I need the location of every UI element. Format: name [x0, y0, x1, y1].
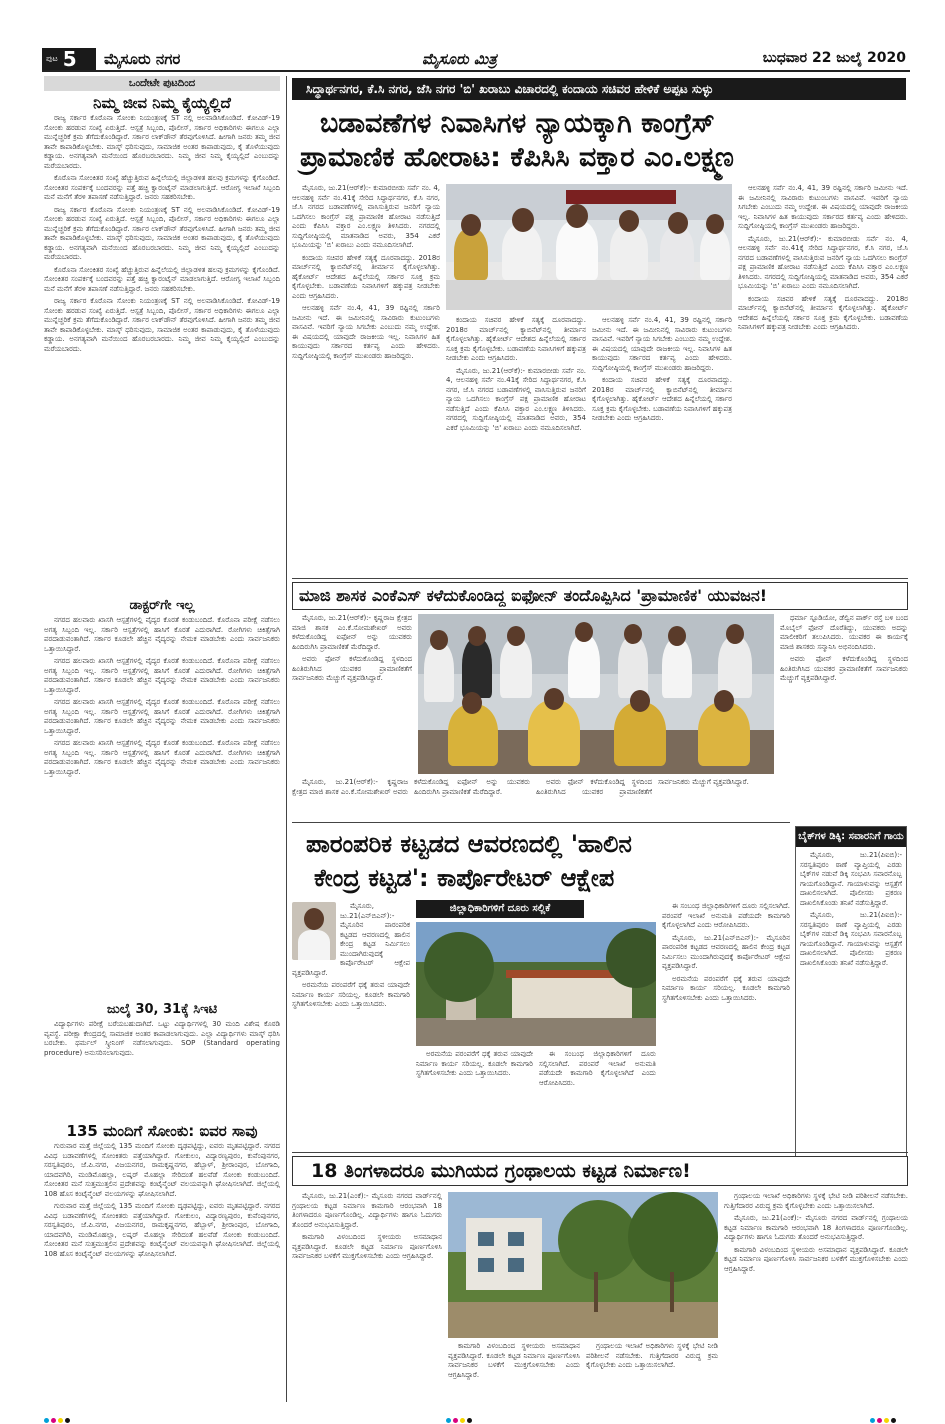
- issue-date: ಬುಧವಾರ 22 ಜುಲೈ 2020: [762, 50, 906, 66]
- registration-marks-center: [446, 1408, 474, 1416]
- heritage-body-mid: [416, 1050, 656, 1148]
- complaint-strip: ಜಿಲ್ಲಾಧಿಕಾರಿಗಳಿಗೆ ದೂರು ಸಲ್ಲಿಕೆ: [416, 900, 584, 918]
- section-title: ಮೈಸೂರು ನಗರ: [104, 50, 181, 68]
- left-para-3c: ನಗರದ ಹಲವಾರು ಖಾಸಗಿ ಆಸ್ಪತ್ರೆಗಳಲ್ಲಿ ವೈದ್ಯರ ಕೊರತೆ ಕಂಡುಬಂದಿದೆ. ಕೊರೊನಾ ಪರೀಕ್ಷೆ ನಡೆಸಲು ಅಗತ್ಯ ಸಿಬ್ಬಂದಿ ಇಲ್ಲ. ಸರ್ಕಾರಿ ಆಸ್ಪತ್ರೆಗಳಲ್ಲಿ ಹಾಸಿಗೆ ಕೊರತೆ ಎದುರಾಗಿದೆ. ರೋಗಿಗಳು ಚಿಕಿತ್ಸೆಗಾಗಿ ಪರದಾಡುವಂತಾಗಿದೆ. ಸರ್ಕಾರ ಕೂಡಲೇ ಹೆಚ್ಚಿನ ವೈದ್ಯರನ್ನು ನೇಮಕ ಮಾಡಬೇಕು ಎಂದು ಸಾರ್ವಜನಿಕರು ಒತ್ತಾಯಿಸಿದ್ದಾರೆ.: [44, 698, 280, 735]
- accident-para-b: ಮೈಸೂರು, ಜು.21(ಪಿಐಬಿ):- ಸರಸ್ವತಿಪುರಂ ಠಾಣೆ ವ್ಯಾಪ್ತಿಯಲ್ಲಿ ಎರಡು ಬೈಕ್‌ಗಳ ನಡುವೆ ಡಿಕ್ಕಿ ಸಂಭವಿಸಿ ಸವಾರನೊಬ್ಬ ಗಾಯಗೊಂಡಿದ್ದಾನೆ. ಗಾಯಾಳುವನ್ನು ಆಸ್ಪತ್ರೆಗೆ ದಾಖಲಿಸಲಾಗಿದೆ. ಪೊಲೀಸರು ಪ್ರಕರಣ ದಾಖಲಿಸಿಕೊಂಡು ತನಿಖೆ ನಡೆಸುತ್ತಿದ್ದಾರೆ.: [800, 911, 902, 967]
- iphone-body-left: [292, 614, 412, 774]
- left-para-1c: ರಾಜ್ಯ ಸರ್ಕಾರ ಕೊರೊನಾ ಸೋಂಕು ನಿಯಂತ್ರಣಕ್ಕೆ ST ನಲ್ಲಿ ಅಲವಾಡಿಸಿಕೊಂಡಿದೆ. ಕೋವಿಡ್-19 ಸೋಂಕು ಹರಡುವ ಸಂಖ್ಯೆ ಏರುತ್ತಿದೆ. ಆಸ್ಪತ್ರೆ ಸಿಬ್ಬಂದಿ, ಪೊಲೀಸ್, ಸರ್ಕಾರ ಅಧಿಕಾರಿಗಳು ಈಗಲೂ ಎಲ್ಲಾ ಮುನ್ನೆಚ್ಚರಿಕೆ ಕ್ರಮ ತೆಗೆದುಕೊಂಡಿದ್ದಾರೆ. ಸರ್ಕಾರ ಲಾಕ್‌ಡೌನ್ ತೆರವುಗೊಳಿಸಿದೆ. ಹೀಗಾಗಿ ಜನರು ತಮ್ಮ ಜೀವ ತಾವೇ ಕಾಪಾಡಿಕೊಳ್ಳಬೇಕು. ಮಾಸ್ಕ್ ಧರಿಸುವುದು, ಸಾಮಾಜಿಕ ಅಂತರ ಕಾಪಾಡುವುದು, ಕೈ ತೊಳೆಯುವುದು ಕಡ್ಡಾಯ. ಅನಗತ್ಯವಾಗಿ ಮನೆಯಿಂದ ಹೊರಬರಬಾರದು. ನಿಮ್ಮ ಜೀವ ನಿಮ್ಮ ಕೈಯ್ಯಲ್ಲಿದೆ ಎಂಬುದನ್ನು ಮರೆಯಬಾರದು.: [44, 297, 280, 353]
- left-para-3: ನಗರದ ಹಲವಾರು ಖಾಸಗಿ ಆಸ್ಪತ್ರೆಗಳಲ್ಲಿ ವೈದ್ಯರ ಕೊರತೆ ಕಂಡುಬಂದಿದೆ. ಕೊರೊನಾ ಪರೀಕ್ಷೆ ನಡೆಸಲು ಅಗತ್ಯ ಸಿಬ್ಬಂದಿ ಇಲ್ಲ. ಸರ್ಕಾರಿ ಆಸ್ಪತ್ರೆಗಳಲ್ಲಿ ಹಾಸಿಗೆ ಕೊರತೆ ಎದುರಾಗಿದೆ. ರೋಗಿಗಳು ಚಿಕಿತ್ಸೆಗಾಗಿ ಪರದಾಡುವಂತಾಗಿದೆ. ಸರ್ಕಾರ ಕೂಡಲೇ ಹೆಚ್ಚಿನ ವೈದ್ಯರನ್ನು ನೇಮಕ ಮಾಡಬೇಕು ಎಂದು ಸಾರ್ವಜನಿಕರು ಒತ್ತಾಯಿಸಿದ್ದಾರೆ.: [44, 616, 280, 653]
- paper-name: ಮೈಸೂರು ಮಿತ್ರ: [422, 50, 497, 68]
- divider-1: [292, 578, 908, 579]
- left-para-1: ರಾಜ್ಯ ಸರ್ಕಾರ ಕೊರೊನಾ ಸೋಂಕು ನಿಯಂತ್ರಣಕ್ಕೆ ST ನಲ್ಲಿ ಅಲವಾಡಿಸಿಕೊಂಡಿದೆ. ಕೋವಿಡ್-19 ಸೋಂಕು ಹರಡುವ ಸಂಖ್ಯೆ ಏರುತ್ತಿದೆ. ಆಸ್ಪತ್ರೆ ಸಿಬ್ಬಂದಿ, ಪೊಲೀಸ್, ಸರ್ಕಾರ ಅಧಿಕಾರಿಗಳು ಈಗಲೂ ಎಲ್ಲಾ ಮುನ್ನೆಚ್ಚರಿಕೆ ಕ್ರಮ ತೆಗೆದುಕೊಂಡಿದ್ದಾರೆ. ಸರ್ಕಾರ ಲಾಕ್‌ಡೌನ್ ತೆರವುಗೊಳಿಸಿದೆ. ಹೀಗಾಗಿ ಜನರು ತಮ್ಮ ಜೀವ ತಾವೇ ಕಾಪಾಡಿಕೊಳ್ಳಬೇಕು. ಮಾಸ್ಕ್ ಧರಿಸುವುದು, ಸಾಮಾಜಿಕ ಅಂತರ ಕಾಪಾಡುವುದು, ಕೈ ತೊಳೆಯುವುದು ಕಡ್ಡಾಯ. ಅನಗತ್ಯವಾಗಿ ಮನೆಯಿಂದ ಹೊರಬರಬಾರದು. ನಿಮ್ಮ ಜೀವ ನಿಮ್ಮ ಕೈಯ್ಯಲ್ಲಿದೆ ಎಂಬುದನ್ನು ಮರೆಯಬಾರದು.: [44, 114, 280, 170]
- top-para-left-c: ಆಲನಹಳ್ಳಿ ಸರ್ವೆ ನಂ.4, 41, 39 ರಷ್ಟಿನಲ್ಲಿ ಸರ್ಕಾರಿ ಜಮೀನು ಇದೆ. ಈ ಜಮೀನಿನಲ್ಲಿ ಸಾವಿರಾರು ಕುಟುಂಬಗಳು ವಾಸವಿವೆ. ಇವರಿಗೆ ನ್ಯಾಯ ಸಿಗಬೇಕು ಎಂಬುದು ನಮ್ಮ ಉದ್ದೇಶ. ಈ ವಿಷಯದಲ್ಲಿ ಯಾವುದೇ ರಾಜಕೀಯ ಇಲ್ಲ. ನಿವಾಸಿಗಳ ಹಿತ ಕಾಯುವುದು ಸರ್ಕಾರದ ಕರ್ತವ್ಯ ಎಂದು ಹೇಳಿದರು. ಸುದ್ದಿಗೋಷ್ಠಿಯಲ್ಲಿ ಕಾಂಗ್ರೆಸ್ ಮುಖಂಡರು ಹಾಜರಿದ್ದರು.: [292, 304, 440, 360]
- heritage-headline-line1: ಪಾರಂಪರಿಕ ಕಟ್ಟಡದ ಆವರಣದಲ್ಲಿ 'ಹಾಲಿನ: [306, 830, 632, 858]
- top-para-mid-a: ಕಂದಾಯ ಸಚಿವರ ಹೇಳಿಕೆ ಸತ್ಯಕ್ಕೆ ದೂರವಾದದ್ದು. 2018ರ ಮಾರ್ಚ್‌ನಲ್ಲಿ ಕ್ಯಾಬಿನೆಟ್‌ನಲ್ಲಿ ತೀರ್ಮಾನ ಕೈಗೊಳ್ಳಲಾಗಿತ್ತು. ಹೈಕೋರ್ಟ್ ಆದೇಶದ ಹಿನ್ನೆಲೆಯಲ್ಲಿ ಸರ್ಕಾರ ಸೂಕ್ತ ಕ್ರಮ ಕೈಗೊಳ್ಳಬೇಕು. ಬಡಾವಣೆಯ ನಿವಾಸಿಗಳಿಗೆ ಹಕ್ಕುಪತ್ರ ನೀಡಬೇಕು ಎಂದು ಆಗ್ರಹಿಸಿದರು.: [446, 316, 586, 362]
- heritage-para-right: ಈ ಸಂಬಂಧ ಜಿಲ್ಲಾಧಿಕಾರಿಗಳಿಗೆ ದೂರು ಸಲ್ಲಿಸಲಾಗಿದೆ. ಪರಂಪರೆ ಇಲಾಖೆ ಅನುಮತಿ ಪಡೆಯದೇ ಕಾಮಗಾರಿ ಕೈಗೊಳ್ಳಲಾಗಿದೆ ಎಂದು ಆರೋಪಿಸಿದರು.: [662, 902, 790, 929]
- top-headline-line1: ಬಡಾವಣೆಗಳ ನಿವಾಸಿಗಳ ನ್ಯಾಯಕ್ಕಾಗಿ ಕಾಂಗ್ರೆಸ್: [320, 108, 715, 139]
- left-para-4: ವಿದ್ಯಾರ್ಥಿಗಳು ಪರೀಕ್ಷೆ ಬರೆಯಬಹುದಾಗಿದೆ. ಒಟ್ಟು ವಿದ್ಯಾರ್ಥಿಗಳಲ್ಲಿ 30 ಮಂದಿ ವಿಶೇಷ ಕೊಠಡಿ ವ್ಯವಸ್ಥೆ. ಪರೀಕ್ಷಾ ಕೇಂದ್ರದಲ್ಲಿ ಸಾಮಾಜಿಕ ಅಂತರ ಕಾಪಾಡಲಾಗುವುದು. ಎಲ್ಲಾ ವಿದ್ಯಾರ್ಥಿಗಳು ಮಾಸ್ಕ್ ಧರಿಸಿ ಬರಬೇಕು. ಥರ್ಮಲ್ ಸ್ಕ್ರೀನಿಂಗ್ ನಡೆಸಲಾಗುವುದು. SOP (Standard operating procedure) ಅನುಸರಿಸಲಾಗುವುದು.: [44, 1020, 280, 1057]
- accident-box: [795, 826, 907, 1164]
- heritage-building-photo: [416, 922, 656, 1046]
- divider-2: [292, 822, 790, 823]
- library-headline: 18 ತಿಂಗಳಾದರೂ ಮುಗಿಯದ ಗ್ರಂಥಾಲಯ ಕಟ್ಟಡ ನಿರ್ಮಾಣ!: [292, 1156, 908, 1186]
- heritage-body-right: [662, 902, 790, 1148]
- left-para-5: ಗುರುವಾರ ಮತ್ತೆ ಜಿಲ್ಲೆಯಲ್ಲಿ 135 ಮಂದಿಗೆ ಸೋಂಕು ದೃಢಪಟ್ಟಿದ್ದು, ಐವರು ಮೃತಪಟ್ಟಿದ್ದಾರೆ. ನಗರದ ವಿವಿಧ ಬಡಾವಣೆಗಳಲ್ಲಿ ಸೋಂಕಿತರು ಪತ್ತೆಯಾಗಿದ್ದಾರೆ. ಗೋಕುಲಂ, ವಿದ್ಯಾರಣ್ಯಪುರಂ, ಕುವೆಂಪುನಗರ, ಸರಸ್ವತಿಪುರಂ, ಜೆ.ಪಿ.ನಗರ, ವಿಜಯನಗರ, ರಾಮಕೃಷ್ಣನಗರ, ಹೆಬ್ಬಾಳ್, ಶ್ರೀರಾಂಪುರ, ಬೋಗಾದಿ, ಯಾದವಗಿರಿ, ಮಂಡಿಮೊಹಲ್ಲಾ, ಲಷ್ಕರ್ ಮೊಹಲ್ಲಾ ಸೇರಿದಂತೆ ಹಲವೆಡೆ ಸೋಂಕು ಕಂಡುಬಂದಿದೆ. ಸೋಂಕಿತರ ಮನೆ ಸುತ್ತಮುತ್ತಲಿನ ಪ್ರದೇಶವನ್ನು ಕಂಟೈನ್ಮೆಂಟ್ ವಲಯವನ್ನಾಗಿ ಘೋಷಿಸಲಾಗಿದೆ. ಜಿಲ್ಲೆಯಲ್ಲಿ 108 ಹೊಸ ಕಂಟೈನ್ಮೆಂಟ್ ವಲಯಗಳನ್ನು ಘೋಷಿಸಲಾಗಿದೆ.: [44, 1142, 280, 1198]
- press-meet-photo: [446, 184, 732, 310]
- page-number-badge: [42, 48, 96, 70]
- heritage-para-left-b: ಅರಮನೆಯ ಪರಂಪರೆಗೆ ಧಕ್ಕೆ ತರುವ ಯಾವುದೇ ನಿರ್ಮಾಣ ಕಾರ್ಯ ಸರಿಯಲ್ಲ. ಕೂಡಲೇ ಕಾಮಗಾರಿ ಸ್ಥಗಿತಗೊಳಿಸಬೇಕು ಎಂದು ಒತ್ತಾಯಿಸಿದರು.: [292, 981, 410, 1008]
- left-subhead-cet: ಜುಲೈ 30, 31ಕ್ಕೆ ಸಿಇಟಿ: [106, 1002, 218, 1017]
- top-para-right-b: ಮೈಸೂರು, ಜು.21(ಆರ್‌ಕೆ):- ಕುಮಾರಬೀಡು ಸರ್ವೆ ನಂ. 4, ಆಲನಹಳ್ಳಿ ಸರ್ವೆ ನಂ.41ಕ್ಕೆ ಸೇರಿದ ಸಿದ್ಧಾರ್ಥನಗರ, ಕೆ.ಸಿ ನಗರ, ಜೆ.ಸಿ ನಗರದ ಬಡಾವಣೆಗಳಲ್ಲಿ ವಾಸಿಸುತ್ತಿರುವ ಜನರಿಗೆ ನ್ಯಾಯ ಒದಗಿಸಲು ಕಾಂಗ್ರೆಸ್ ಪಕ್ಷ ಪ್ರಾಮಾಣಿಕ ಹೋರಾಟ ನಡೆಸುತ್ತಿದೆ ಎಂದು ಕೆಪಿಸಿಸಿ ವಕ್ತಾರ ಎಂ.ಲಕ್ಷ್ಮಣ ತಿಳಿಸಿದರು. ನಗರದಲ್ಲಿ ಸುದ್ದಿಗೋಷ್ಠಿಯಲ್ಲಿ ಮಾತನಾಡಿದ ಅವರು, 354 ಎಕರೆ ಭೂಮಿಯನ್ನು 'ಬಿ' ಖರಾಬು ಎಂದು ನಮೂದಿಸಲಾಗಿದೆ.: [738, 234, 908, 290]
- library-para-mid: ಕಾಮಗಾರಿ ವಿಳಂಬದಿಂದ ಸ್ಥಳೀಯರು ಅಸಮಾಧಾನ ವ್ಯಕ್ತಪಡಿಸಿದ್ದಾರೆ. ಕೂಡಲೇ ಕಟ್ಟಡ ನಿರ್ಮಾಣ ಪೂರ್ಣಗೊಳಿಸಿ ಸಾರ್ವಜನಿಕರ ಬಳಕೆಗೆ ಮುಕ್ತಗೊಳಿಸಬೇಕು ಎಂದು ಆಗ್ರಹಿಸಿದ್ದಾರೆ.: [448, 1342, 580, 1379]
- heritage-body-left: [292, 902, 410, 1148]
- top-para-mid-b: ಆಲನಹಳ್ಳಿ ಸರ್ವೆ ನಂ.4, 41, 39 ರಷ್ಟಿನಲ್ಲಿ ಸರ್ಕಾರಿ ಜಮೀನು ಇದೆ. ಈ ಜಮೀನಿನಲ್ಲಿ ಸಾವಿರಾರು ಕುಟುಂಬಗಳು ವಾಸವಿವೆ. ಇವರಿಗೆ ನ್ಯಾಯ ಸಿಗಬೇಕು ಎಂಬುದು ನಮ್ಮ ಉದ್ದೇಶ. ಈ ವಿಷಯದಲ್ಲಿ ಯಾವುದೇ ರಾಜಕೀಯ ಇಲ್ಲ. ನಿವಾಸಿಗಳ ಹಿತ ಕಾಯುವುದು ಸರ್ಕಾರದ ಕರ್ತವ್ಯ ಎಂದು ಹೇಳಿದರು. ಸುದ್ದಿಗೋಷ್ಠಿಯಲ್ಲಿ ಕಾಂಗ್ರೆಸ್ ಮುಖಂಡರು ಹಾಜರಿದ್ದರು.: [592, 316, 732, 372]
- left-para-3b: ನಗರದ ಹಲವಾರು ಖಾಸಗಿ ಆಸ್ಪತ್ರೆಗಳಲ್ಲಿ ವೈದ್ಯರ ಕೊರತೆ ಕಂಡುಬಂದಿದೆ. ಕೊರೊನಾ ಪರೀಕ್ಷೆ ನಡೆಸಲು ಅಗತ್ಯ ಸಿಬ್ಬಂದಿ ಇಲ್ಲ. ಸರ್ಕಾರಿ ಆಸ್ಪತ್ರೆಗಳಲ್ಲಿ ಹಾಸಿಗೆ ಕೊರತೆ ಎದುರಾಗಿದೆ. ರೋಗಿಗಳು ಚಿಕಿತ್ಸೆಗಾಗಿ ಪರದಾಡುವಂತಾಗಿದೆ. ಸರ್ಕಾರ ಕೂಡಲೇ ಹೆಚ್ಚಿನ ವೈದ್ಯರನ್ನು ನೇಮಕ ಮಾಡಬೇಕು ಎಂದು ಸಾರ್ವಜನಿಕರು ಒತ್ತಾಯಿಸಿದ್ದಾರೆ.: [44, 657, 280, 694]
- heritage-para-mid-b: ಈ ಸಂಬಂಧ ಜಿಲ್ಲಾಧಿಕಾರಿಗಳಿಗೆ ದೂರು ಸಲ್ಲಿಸಲಾಗಿದೆ. ಪರಂಪರೆ ಇಲಾಖೆ ಅನುಮತಿ ಪಡೆಯದೇ ಕಾಮಗಾರಿ ಕೈಗೊಳ್ಳಲಾಗಿದೆ ಎಂದು ಆರೋಪಿಸಿದರು.: [539, 1050, 656, 1087]
- top-body-mid-b: [592, 316, 732, 574]
- divider-3: [292, 1152, 908, 1153]
- top-para-mid-b2: ಕಂದಾಯ ಸಚಿವರ ಹೇಳಿಕೆ ಸತ್ಯಕ್ಕೆ ದೂರವಾದದ್ದು. 2018ರ ಮಾರ್ಚ್‌ನಲ್ಲಿ ಕ್ಯಾಬಿನೆಟ್‌ನಲ್ಲಿ ತೀರ್ಮಾನ ಕೈಗೊಳ್ಳಲಾಗಿತ್ತು. ಹೈಕೋರ್ಟ್ ಆದೇಶದ ಹಿನ್ನೆಲೆಯಲ್ಲಿ ಸರ್ಕಾರ ಸೂಕ್ತ ಕ್ರಮ ಕೈಗೊಳ್ಳಬೇಕು. ಬಡಾವಣೆಯ ನಿವಾಸಿಗಳಿಗೆ ಹಕ್ಕುಪತ್ರ ನೀಡಬೇಕು ಎಂದು ಆಗ್ರಹಿಸಿದರು.: [592, 376, 732, 422]
- registration-marks-right: [870, 1408, 898, 1416]
- iphone-body-right: [780, 614, 908, 814]
- page-number: 5: [62, 47, 77, 71]
- left-body-1: [44, 114, 280, 588]
- left-body-5: [44, 1142, 280, 1400]
- left-para-1b: ರಾಜ್ಯ ಸರ್ಕಾರ ಕೊರೊನಾ ಸೋಂಕು ನಿಯಂತ್ರಣಕ್ಕೆ ST ನಲ್ಲಿ ಅಲವಾಡಿಸಿಕೊಂಡಿದೆ. ಕೋವಿಡ್-19 ಸೋಂಕು ಹರಡುವ ಸಂಖ್ಯೆ ಏರುತ್ತಿದೆ. ಆಸ್ಪತ್ರೆ ಸಿಬ್ಬಂದಿ, ಪೊಲೀಸ್, ಸರ್ಕಾರ ಅಧಿಕಾರಿಗಳು ಈಗಲೂ ಎಲ್ಲಾ ಮುನ್ನೆಚ್ಚರಿಕೆ ಕ್ರಮ ತೆಗೆದುಕೊಂಡಿದ್ದಾರೆ. ಸರ್ಕಾರ ಲಾಕ್‌ಡೌನ್ ತೆರವುಗೊಳಿಸಿದೆ. ಹೀಗಾಗಿ ಜನರು ತಮ್ಮ ಜೀವ ತಾವೇ ಕಾಪಾಡಿಕೊಳ್ಳಬೇಕು. ಮಾಸ್ಕ್ ಧರಿಸುವುದು, ಸಾಮಾಜಿಕ ಅಂತರ ಕಾಪಾಡುವುದು, ಕೈ ತೊಳೆಯುವುದು ಕಡ್ಡಾಯ. ಅನಗತ್ಯವಾಗಿ ಮನೆಯಿಂದ ಹೊರಬರಬಾರದು. ನಿಮ್ಮ ಜೀವ ನಿಮ್ಮ ಕೈಯ್ಯಲ್ಲಿದೆ ಎಂಬುದನ್ನು ಮರೆಯಬಾರದು.: [44, 205, 280, 261]
- library-body-left: [292, 1192, 442, 1398]
- top-body-left: [292, 184, 440, 574]
- library-para-right: ಗ್ರಂಥಾಲಯ ಇಲಾಖೆ ಅಧಿಕಾರಿಗಳು ಸ್ಥಳಕ್ಕೆ ಭೇಟಿ ನೀಡಿ ಪರಿಶೀಲನೆ ನಡೆಸಬೇಕು. ಗುತ್ತಿಗೆದಾರರ ವಿರುದ್ಧ ಕ್ರಮ ಕೈಗೊಳ್ಳಬೇಕು ಎಂದು ಒತ್ತಾಯಿಸಲಾಗಿದೆ.: [724, 1192, 908, 1210]
- left-headline: ನಿಮ್ಮ ಜೀವ ನಿಮ್ಮ ಕೈಯ್ಯಲ್ಲಿದೆ: [93, 94, 231, 112]
- heritage-para-right-c: ಅರಮನೆಯ ಪರಂಪರೆಗೆ ಧಕ್ಕೆ ತರುವ ಯಾವುದೇ ನಿರ್ಮಾಣ ಕಾರ್ಯ ಸರಿಯಲ್ಲ. ಕೂಡಲೇ ಕಾಮಗಾರಿ ಸ್ಥಗಿತಗೊಳಿಸಬೇಕು ಎಂದು ಒತ್ತಾಯಿಸಿದರು.: [662, 974, 790, 1002]
- library-para-left-b: ಕಾಮಗಾರಿ ವಿಳಂಬದಿಂದ ಸ್ಥಳೀಯರು ಅಸಮಾಧಾನ ವ್ಯಕ್ತಪಡಿಸಿದ್ದಾರೆ. ಕೂಡಲೇ ಕಟ್ಟಡ ನಿರ್ಮಾಣ ಪೂರ್ಣಗೊಳಿಸಿ ಸಾರ್ವಜನಿಕರ ಬಳಕೆಗೆ ಮುಕ್ತಗೊಳಿಸಬೇಕು ಎಂದು ಆಗ್ರಹಿಸಿದ್ದಾರೆ.: [292, 1233, 442, 1260]
- left-para-2: ಕೊರೊನಾ ಸೋಂಕಿತರ ಸಂಖ್ಯೆ ಹೆಚ್ಚುತ್ತಿರುವ ಹಿನ್ನೆಲೆಯಲ್ಲಿ ಜಿಲ್ಲಾಡಳಿತ ಹಲವು ಕ್ರಮಗಳನ್ನು ಕೈಗೊಂಡಿದೆ. ಸೋಂಕಿತರ ಸಂಪರ್ಕಕ್ಕೆ ಬಂದವರನ್ನು ಪತ್ತೆ ಹಚ್ಚಿ ಕ್ವಾರಂಟೈನ್ ಮಾಡಲಾಗುತ್ತಿದೆ. ಆರೋಗ್ಯ ಇಲಾಖೆ ಸಿಬ್ಬಂದಿ ಮನೆ ಮನೆಗೆ ತೆರಳಿ ತಪಾಸಣೆ ನಡೆಸುತ್ತಿದ್ದಾರೆ. ಜನರು ಸಹಕರಿಸಬೇಕು.: [44, 174, 280, 201]
- iphone-headline: ಮಾಜಿ ಶಾಸಕ ಎಂಕೆಎಸ್ ಕಳೆದುಕೊಂಡಿದ್ದ ಐಫೋನ್ ತಂದೊಪ್ಪಿಸಿದ 'ಪ್ರಾಮಾಣಿಕ' ಯುವಜನ!: [292, 582, 908, 610]
- top-para-left: ಮೈಸೂರು, ಜು.21(ಆರ್‌ಕೆ):- ಕುಮಾರಬೀಡು ಸರ್ವೆ ನಂ. 4, ಆಲನಹಳ್ಳಿ ಸರ್ವೆ ನಂ.41ಕ್ಕೆ ಸೇರಿದ ಸಿದ್ಧಾರ್ಥನಗರ, ಕೆ.ಸಿ ನಗರ, ಜೆ.ಸಿ ನಗರದ ಬಡಾವಣೆಗಳಲ್ಲಿ ವಾಸಿಸುತ್ತಿರುವ ಜನರಿಗೆ ನ್ಯಾಯ ಒದಗಿಸಲು ಕಾಂಗ್ರೆಸ್ ಪಕ್ಷ ಪ್ರಾಮಾಣಿಕ ಹೋರಾಟ ನಡೆಸುತ್ತಿದೆ ಎಂದು ಕೆಪಿಸಿಸಿ ವಕ್ತಾರ ಎಂ.ಲಕ್ಷ್ಮಣ ತಿಳಿಸಿದರು. ನಗರದಲ್ಲಿ ಸುದ್ದಿಗೋಷ್ಠಿಯಲ್ಲಿ ಮಾತನಾಡಿದ ಅವರು, 354 ಎಕರೆ ಭೂಮಿಯನ್ನು 'ಬಿ' ಖರಾಬು ಎಂದು ನಮೂದಿಸಲಾಗಿದೆ.: [292, 184, 440, 249]
- heritage-headline-line2: ಕೇಂದ್ರ ಕಟ್ಟಡ': ಕಾರ್ಪೊರೇಟರ್ ಆಕ್ಷೇಪ: [314, 864, 615, 892]
- library-para-mid-b: ಗ್ರಂಥಾಲಯ ಇಲಾಖೆ ಅಧಿಕಾರಿಗಳು ಸ್ಥಳಕ್ಕೆ ಭೇಟಿ ನೀಡಿ ಪರಿಶೀಲನೆ ನಡೆಸಬೇಕು. ಗುತ್ತಿಗೆದಾರರ ವಿರುದ್ಧ ಕ್ರಮ ಕೈಗೊಳ್ಳಬೇಕು ಎಂದು ಒತ್ತಾಯಿಸಲಾಗಿದೆ.: [586, 1342, 718, 1369]
- corporator-portrait: [292, 902, 336, 960]
- left-body-4: [44, 1020, 280, 1116]
- heritage-para-mid: ಅರಮನೆಯ ಪರಂಪರೆಗೆ ಧಕ್ಕೆ ತರುವ ಯಾವುದೇ ನಿರ್ಮಾಣ ಕಾರ್ಯ ಸರಿಯಲ್ಲ. ಕೂಡಲೇ ಕಾಮಗಾರಿ ಸ್ಥಗಿತಗೊಳಿಸಬೇಕು ಎಂದು ಒತ್ತಾಯಿಸಿದರು.: [416, 1050, 533, 1077]
- library-para-left: ಮೈಸೂರು, ಜು.21(ಎಂಕೆ):- ಮೈಸೂರು ನಗರದ ವಾರ್ಡ್‌ನಲ್ಲಿ ಗ್ರಂಥಾಲಯ ಕಟ್ಟಡ ನಿರ್ಮಾಣ ಕಾಮಗಾರಿ ಆರಂಭವಾಗಿ 18 ತಿಂಗಳಾದರೂ ಪೂರ್ಣಗೊಂಡಿಲ್ಲ. ವಿದ್ಯಾರ್ಥಿಗಳು ಹಾಗೂ ಓದುಗರು ತೊಂದರೆ ಅನುಭವಿಸುತ್ತಿದ್ದಾರೆ.: [292, 1192, 442, 1229]
- iphone-para-bottom-b: ಅವರು ಫೋನ್ ಕಳೆದುಕೊಂಡಿದ್ದ ಸ್ಥಳದಿಂದ ಹಿಂತಿರುಗಿಸಿದ ಯುವಕರ ಪ್ರಾಮಾಣಿಕತೆಗೆ ಸಾರ್ವಜನಿಕರು ಮೆಚ್ಚುಗೆ ವ್ಯಕ್ತಪಡಿಸಿದ್ದಾರೆ.: [536, 778, 749, 796]
- library-para-right-c: ಕಾಮಗಾರಿ ವಿಳಂಬದಿಂದ ಸ್ಥಳೀಯರು ಅಸಮಾಧಾನ ವ್ಯಕ್ತಪಡಿಸಿದ್ದಾರೆ. ಕೂಡಲೇ ಕಟ್ಟಡ ನಿರ್ಮಾಣ ಪೂರ್ಣಗೊಳಿಸಿ ಸಾರ್ವಜನಿಕರ ಬಳಕೆಗೆ ಮುಕ್ತಗೊಳಿಸಬೇಕು ಎಂದು ಆಗ್ರಹಿಸಿದ್ದಾರೆ.: [724, 1245, 908, 1273]
- left-body-3: [44, 616, 280, 992]
- top-para-right-c: ಕಂದಾಯ ಸಚಿವರ ಹೇಳಿಕೆ ಸತ್ಯಕ್ಕೆ ದೂರವಾದದ್ದು. 2018ರ ಮಾರ್ಚ್‌ನಲ್ಲಿ ಕ್ಯಾಬಿನೆಟ್‌ನಲ್ಲಿ ತೀರ್ಮಾನ ಕೈಗೊಳ್ಳಲಾಗಿತ್ತು. ಹೈಕೋರ್ಟ್ ಆದೇಶದ ಹಿನ್ನೆಲೆಯಲ್ಲಿ ಸರ್ಕಾರ ಸೂಕ್ತ ಕ್ರಮ ಕೈಗೊಳ್ಳಬೇಕು. ಬಡಾವಣೆಯ ನಿವಾಸಿಗಳಿಗೆ ಹಕ್ಕುಪತ್ರ ನೀಡಬೇಕು ಎಂದು ಆಗ್ರಹಿಸಿದರು.: [738, 294, 908, 331]
- page-word: ಪುಟ: [46, 54, 58, 63]
- left-para-5b: ಗುರುವಾರ ಮತ್ತೆ ಜಿಲ್ಲೆಯಲ್ಲಿ 135 ಮಂದಿಗೆ ಸೋಂಕು ದೃಢಪಟ್ಟಿದ್ದು, ಐವರು ಮೃತಪಟ್ಟಿದ್ದಾರೆ. ನಗರದ ವಿವಿಧ ಬಡಾವಣೆಗಳಲ್ಲಿ ಸೋಂಕಿತರು ಪತ್ತೆಯಾಗಿದ್ದಾರೆ. ಗೋಕುಲಂ, ವಿದ್ಯಾರಣ್ಯಪುರಂ, ಕುವೆಂಪುನಗರ, ಸರಸ್ವತಿಪುರಂ, ಜೆ.ಪಿ.ನಗರ, ವಿಜಯನಗರ, ರಾಮಕೃಷ್ಣನಗರ, ಹೆಬ್ಬಾಳ್, ಶ್ರೀರಾಂಪುರ, ಬೋಗಾದಿ, ಯಾದವಗಿರಿ, ಮಂಡಿಮೊಹಲ್ಲಾ, ಲಷ್ಕರ್ ಮೊಹಲ್ಲಾ ಸೇರಿದಂತೆ ಹಲವೆಡೆ ಸೋಂಕು ಕಂಡುಬಂದಿದೆ. ಸೋಂಕಿತರ ಮನೆ ಸುತ್ತಮುತ್ತಲಿನ ಪ್ರದೇಶವನ್ನು ಕಂಟೈನ್ಮೆಂಟ್ ವಲಯವನ್ನಾಗಿ ಘೋಷಿಸಲಾಗಿದೆ. ಜಿಲ್ಲೆಯಲ್ಲಿ 108 ಹೊಸ ಕಂಟೈನ್ಮೆಂಟ್ ವಲಯಗಳನ್ನು ಘೋಷಿಸಲಾಗಿದೆ.: [44, 1202, 280, 1258]
- library-body-right: [724, 1192, 908, 1398]
- iphone-para-left-b: ಅವರು ಫೋನ್ ಕಳೆದುಕೊಂಡಿದ್ದ ಸ್ಥಳದಿಂದ ಹಿಂತಿರುಗಿಸಿದ ಯುವಕರ ಪ್ರಾಮಾಣಿಕತೆಗೆ ಸಾರ್ವಜನಿಕರು ಮೆಚ್ಚುಗೆ ವ್ಯಕ್ತಪಡಿಸಿದ್ದಾರೆ.: [292, 655, 412, 682]
- left-subhead-infections: 135 ಮಂದಿಗೆ ಸೋಂಕು: ಐವರ ಸಾವು: [66, 1122, 258, 1140]
- top-body-right: [738, 184, 908, 574]
- continued-tag: ಒಂದೇಟೇ ಪುಟದಿಂದ: [44, 76, 280, 91]
- heritage-para-left: ಮೈಸೂರು, ಜು.21(ಎನ್‌ಬಿಎನ್):- ಮೈಸೂರಿನ ಪಾರಂಪರಿಕ ಕಟ್ಟಡದ ಆವರಣದಲ್ಲಿ ಹಾಲಿನ ಕೇಂದ್ರ ಕಟ್ಟಡ ನಿರ್ಮಿಸಲು ಮುಂದಾಗಿರುವುದಕ್ಕೆ ಕಾರ್ಪೊರೇಟರ್ ಆಕ್ಷೇಪ ವ್ಯಕ್ತಪಡಿಸಿದ್ದಾರೆ.: [292, 902, 410, 977]
- left-para-3d: ನಗರದ ಹಲವಾರು ಖಾಸಗಿ ಆಸ್ಪತ್ರೆಗಳಲ್ಲಿ ವೈದ್ಯರ ಕೊರತೆ ಕಂಡುಬಂದಿದೆ. ಕೊರೊನಾ ಪರೀಕ್ಷೆ ನಡೆಸಲು ಅಗತ್ಯ ಸಿಬ್ಬಂದಿ ಇಲ್ಲ. ಸರ್ಕಾರಿ ಆಸ್ಪತ್ರೆಗಳಲ್ಲಿ ಹಾಸಿಗೆ ಕೊರತೆ ಎದುರಾಗಿದೆ. ರೋಗಿಗಳು ಚಿಕಿತ್ಸೆಗಾಗಿ ಪರದಾಡುವಂತಾಗಿದೆ. ಸರ್ಕಾರ ಕೂಡಲೇ ಹೆಚ್ಚಿನ ವೈದ್ಯರನ್ನು ನೇಮಕ ಮಾಡಬೇಕು ಎಂದು ಸಾರ್ವಜನಿಕರು ಒತ್ತಾಯಿಸಿದ್ದಾರೆ.: [44, 739, 280, 776]
- library-body-mid: [448, 1342, 718, 1398]
- top-headline-line2: ಪ್ರಾಮಾಣಿಕ ಹೋರಾಟ: ಕೆಪಿಸಿಸಿ ವಕ್ತಾರ ಎಂ.ಲಕ್ಷ್ಮಣ: [300, 142, 734, 173]
- top-para-right: ಆಲನಹಳ್ಳಿ ಸರ್ವೆ ನಂ.4, 41, 39 ರಷ್ಟಿನಲ್ಲಿ ಸರ್ಕಾರಿ ಜಮೀನು ಇದೆ. ಈ ಜಮೀನಿನಲ್ಲಿ ಸಾವಿರಾರು ಕುಟುಂಬಗಳು ವಾಸವಿವೆ. ಇವರಿಗೆ ನ್ಯಾಯ ಸಿಗಬೇಕು ಎಂಬುದು ನಮ್ಮ ಉದ್ದೇಶ. ಈ ವಿಷಯದಲ್ಲಿ ಯಾವುದೇ ರಾಜಕೀಯ ಇಲ್ಲ. ನಿವಾಸಿಗಳ ಹಿತ ಕಾಯುವುದು ಸರ್ಕಾರದ ಕರ್ತವ್ಯ ಎಂದು ಹೇಳಿದರು. ಸುದ್ದಿಗೋಷ್ಠಿಯಲ್ಲಿ ಕಾಂಗ್ರೆಸ್ ಮುಖಂಡರು ಹಾಜರಿದ್ದರು.: [738, 184, 908, 230]
- iphone-para-bottom: ಮೈಸೂರು, ಜು.21(ಆರ್‌ಕೆ):- ಕೃಷ್ಣರಾಜ ಕ್ಷೇತ್ರದ ಮಾಜಿ ಶಾಸಕ ಎಂ.ಕೆ.ಸೋಮಶೇಖರ್ ಅವರು ಕಳೆದುಕೊಂಡಿದ್ದ ಐಫೋನ್ ಅನ್ನು ಯುವಕರು ಹಿಂದಿರುಗಿಸಿ ಪ್ರಾಮಾಣಿಕತೆ ಮೆರೆದಿದ್ದಾರೆ.: [292, 778, 530, 796]
- iphone-para-right: ಧರ್ಮಾ ಸ್ಟೂಡಿಯೋ, ಡೆಲ್ವಿನ ಪಾರ್ಕ್ ರಸ್ತೆ ಬಳಿ ಬಂದ ಮೊಬೈಲ್ ಫೋನ್ ದೊರೆತಿದ್ದು, ಯುವಕರು ಅದನ್ನು ಮಾಲೀಕರಿಗೆ ತಲುಪಿಸಿದರು. ಯುವಕರ ಈ ಕಾರ್ಯಕ್ಕೆ ಮಾಜಿ ಶಾಸಕರು ಸನ್ಮಾನಿಸಿ ಅಭಿನಂದಿಸಿದರು.: [780, 614, 908, 651]
- registration-marks-left: [44, 1408, 72, 1416]
- heritage-para-right-b: ಮೈಸೂರು, ಜು.21(ಎನ್‌ಬಿಎನ್):- ಮೈಸೂರಿನ ಪಾರಂಪರಿಕ ಕಟ್ಟಡದ ಆವರಣದಲ್ಲಿ ಹಾಲಿನ ಕೇಂದ್ರ ಕಟ್ಟಡ ನಿರ್ಮಿಸಲು ಮುಂದಾಗಿರುವುದಕ್ಕೆ ಕಾರ್ಪೊರೇಟರ್ ಆಕ್ಷೇಪ ವ್ಯಕ್ತಪಡಿಸಿದ್ದಾರೆ.: [662, 933, 790, 970]
- felicitation-photo: [418, 614, 774, 774]
- top-para-mid-a2: ಮೈಸೂರು, ಜು.21(ಆರ್‌ಕೆ):- ಕುಮಾರಬೀಡು ಸರ್ವೆ ನಂ. 4, ಆಲನಹಳ್ಳಿ ಸರ್ವೆ ನಂ.41ಕ್ಕೆ ಸೇರಿದ ಸಿದ್ಧಾರ್ಥನಗರ, ಕೆ.ಸಿ ನಗರ, ಜೆ.ಸಿ ನಗರದ ಬಡಾವಣೆಗಳಲ್ಲಿ ವಾಸಿಸುತ್ತಿರುವ ಜನರಿಗೆ ನ್ಯಾಯ ಒದಗಿಸಲು ಕಾಂಗ್ರೆಸ್ ಪಕ್ಷ ಪ್ರಾಮಾಣಿಕ ಹೋರಾಟ ನಡೆಸುತ್ತಿದೆ ಎಂದು ಕೆಪಿಸಿಸಿ ವಕ್ತಾರ ಎಂ.ಲಕ್ಷ್ಮಣ ತಿಳಿಸಿದರು. ನಗರದಲ್ಲಿ ಸುದ್ದಿಗೋಷ್ಠಿಯಲ್ಲಿ ಮಾತನಾಡಿದ ಅವರು, 354 ಎಕರೆ ಭೂಮಿಯನ್ನು 'ಬಿ' ಖರಾಬು ಎಂದು ನಮೂದಿಸಲಾಗಿದೆ.: [446, 366, 586, 432]
- iphone-para-left: ಮೈಸೂರು, ಜು.21(ಆರ್‌ಕೆ):- ಕೃಷ್ಣರಾಜ ಕ್ಷೇತ್ರದ ಮಾಜಿ ಶಾಸಕ ಎಂ.ಕೆ.ಸೋಮಶೇಖರ್ ಅವರು ಕಳೆದುಕೊಂಡಿದ್ದ ಐಫೋನ್ ಅನ್ನು ಯುವಕರು ಹಿಂದಿರುಗಿಸಿ ಪ್ರಾಮಾಣಿಕತೆ ಮೆರೆದಿದ್ದಾರೆ.: [292, 614, 412, 651]
- masthead: [42, 48, 910, 72]
- left-para-2b: ಕೊರೊನಾ ಸೋಂಕಿತರ ಸಂಖ್ಯೆ ಹೆಚ್ಚುತ್ತಿರುವ ಹಿನ್ನೆಲೆಯಲ್ಲಿ ಜಿಲ್ಲಾಡಳಿತ ಹಲವು ಕ್ರಮಗಳನ್ನು ಕೈಗೊಂಡಿದೆ. ಸೋಂಕಿತರ ಸಂಪರ್ಕಕ್ಕೆ ಬಂದವರನ್ನು ಪತ್ತೆ ಹಚ್ಚಿ ಕ್ವಾರಂಟೈನ್ ಮಾಡಲಾಗುತ್ತಿದೆ. ಆರೋಗ್ಯ ಇಲಾಖೆ ಸಿಬ್ಬಂದಿ ಮನೆ ಮನೆಗೆ ತೆರಳಿ ತಪಾಸಣೆ ನಡೆಸುತ್ತಿದ್ದಾರೆ. ಜನರು ಸಹಕರಿಸಬೇಕು.: [44, 265, 280, 293]
- accident-para: ಮೈಸೂರು, ಜು.21(ಪಿಐಬಿ):- ಸರಸ್ವತಿಪುರಂ ಠಾಣೆ ವ್ಯಾಪ್ತಿಯಲ್ಲಿ ಎರಡು ಬೈಕ್‌ಗಳ ನಡುವೆ ಡಿಕ್ಕಿ ಸಂಭವಿಸಿ ಸವಾರನೊಬ್ಬ ಗಾಯಗೊಂಡಿದ್ದಾನೆ. ಗಾಯಾಳುವನ್ನು ಆಸ್ಪತ್ರೆಗೆ ದಾಖಲಿಸಲಾಗಿದೆ. ಪೊಲೀಸರು ಪ್ರಕರಣ ದಾಖಲಿಸಿಕೊಂಡು ತನಿಖೆ ನಡೆಸುತ್ತಿದ್ದಾರೆ.: [800, 851, 902, 907]
- left-subhead-doctor: ಡಾಕ್ಟರ್‌ಗೇ ಇಲ್ಲ: [129, 598, 195, 613]
- accident-headline: ಬೈಕ್‌ಗಳ ಡಿಕ್ಕಿ: ಸವಾರನಿಗೆ ಗಾಯ: [796, 827, 906, 847]
- library-building-photo: [448, 1192, 718, 1338]
- iphone-para-right-b: ಅವರು ಫೋನ್ ಕಳೆದುಕೊಂಡಿದ್ದ ಸ್ಥಳದಿಂದ ಹಿಂತಿರುಗಿಸಿದ ಯುವಕರ ಪ್ರಾಮಾಣಿಕತೆಗೆ ಸಾರ್ವಜನಿಕರು ಮೆಚ್ಚುಗೆ ವ್ಯಕ್ತಪಡಿಸಿದ್ದಾರೆ.: [780, 655, 908, 682]
- top-kicker: ಸಿದ್ಧಾರ್ಥನಗರ, ಕೆ.ಸಿ ನಗರ, ಜೆಸಿ ನಗರ 'ಬಿ' ಖರಾಬು ವಿಚಾರದಲ್ಲಿ ಕಂದಾಯ ಸಚಿವರ ಹೇಳಿಕೆ ಅಪ್ಪಟ ಸುಳ್ಳು: [292, 78, 906, 100]
- column-divider: [286, 76, 287, 1402]
- iphone-body-bottom: [292, 778, 774, 818]
- accident-body: [796, 847, 906, 975]
- top-para-left-b: ಕಂದಾಯ ಸಚಿವರ ಹೇಳಿಕೆ ಸತ್ಯಕ್ಕೆ ದೂರವಾದದ್ದು. 2018ರ ಮಾರ್ಚ್‌ನಲ್ಲಿ ಕ್ಯಾಬಿನೆಟ್‌ನಲ್ಲಿ ತೀರ್ಮಾನ ಕೈಗೊಳ್ಳಲಾಗಿತ್ತು. ಹೈಕೋರ್ಟ್ ಆದೇಶದ ಹಿನ್ನೆಲೆಯಲ್ಲಿ ಸರ್ಕಾರ ಸೂಕ್ತ ಕ್ರಮ ಕೈಗೊಳ್ಳಬೇಕು. ಬಡಾವಣೆಯ ನಿವಾಸಿಗಳಿಗೆ ಹಕ್ಕುಪತ್ರ ನೀಡಬೇಕು ಎಂದು ಆಗ್ರಹಿಸಿದರು.: [292, 253, 440, 300]
- library-para-right-b: ಮೈಸೂರು, ಜು.21(ಎಂಕೆ):- ಮೈಸೂರು ನಗರದ ವಾರ್ಡ್‌ನಲ್ಲಿ ಗ್ರಂಥಾಲಯ ಕಟ್ಟಡ ನಿರ್ಮಾಣ ಕಾಮಗಾರಿ ಆರಂಭವಾಗಿ 18 ತಿಂಗಳಾದರೂ ಪೂರ್ಣಗೊಂಡಿಲ್ಲ. ವಿದ್ಯಾರ್ಥಿಗಳು ಹಾಗೂ ಓದುಗರು ತೊಂದರೆ ಅನುಭವಿಸುತ್ತಿದ್ದಾರೆ.: [724, 1214, 908, 1241]
- top-body-mid-a: [446, 316, 586, 574]
